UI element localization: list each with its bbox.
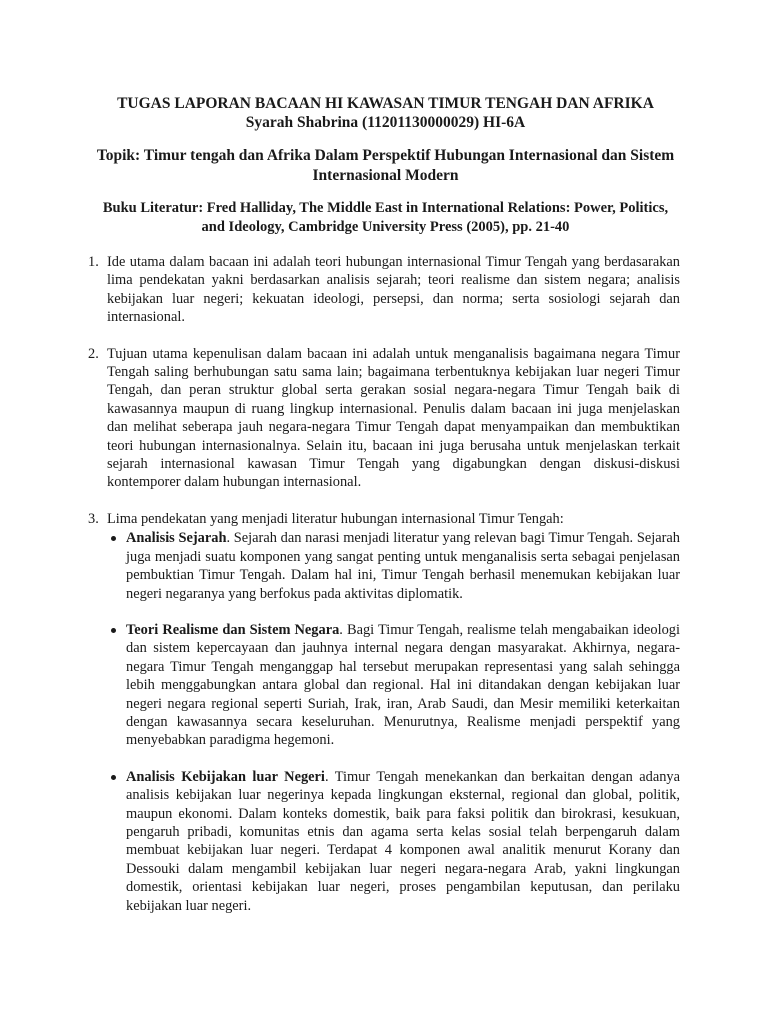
- list-number: 1.: [88, 254, 99, 270]
- bullet-term: Analisis Sejarah: [126, 530, 227, 547]
- list-item-1: [88, 253, 680, 327]
- book-reference: Buku Literatur: Fred Halliday, The Middle East in International Relations: Power, Politics, and Ideology, Cambridge University Press (2005), pp. 21-40: [102, 200, 669, 235]
- bullet-list: [107, 529, 680, 915]
- list-number: 2.: [88, 345, 99, 362]
- document-title: TUGAS LAPORAN BACAAN HI KAWASAN TIMUR TENGAH DAN AFRIKA: [117, 95, 654, 112]
- bullet-text: . Bagi Timur Tengah, realisme telah mengabaikan ideologi dan sistem kepercayaan dan jauhnya internal negara dengan masyarakat. Akhirnya, negara-negara Timur Tengah menganggap hal tersebut merupakan representasi yang salah sehingga lebih menggabungkan antara global dan regional. Hal ini ditandakan dengan kebijakan luar negeri negara regional seperti Suriah, Irak, iran, Arab Saudi, dan Mesir memiliki keterkaitan dengan kawasannya secara keseluruhan. Menurutnya, Realisme menjadi perspektif yang menyebabkan paradigma hegemoni.: [126, 621, 680, 749]
- bullet-item-realisme: [107, 621, 680, 750]
- bullet-icon: [111, 775, 116, 780]
- bullet-text: . Sejarah dan narasi menjadi literatur yang relevan bagi Timur Tengah. Sejarah juga menjadi suatu komponen yang sangat penting untuk menganalisis serta sebagai penjelasan pembuktian Timur Tengah. Dalam hal ini, Timur Tengah berhasil menemukan kebijakan luar negeri negaranya yang berfokus pada aktivitas diplomatik.: [126, 530, 680, 602]
- author-line: Syarah Shabrina (11201130000029) HI-6A: [245, 114, 526, 131]
- list-item-text: Lima pendekatan yang menjadi literatur hubungan internasional Timur Tengah:: [107, 510, 564, 527]
- bullet-icon: [111, 628, 116, 633]
- bullet-item-kebijakan: [107, 768, 680, 915]
- bullet-term: Teori Realisme dan Sistem Negara: [126, 621, 340, 638]
- topic-heading: Topik: Timur tengah dan Afrika Dalam Perspektif Hubungan Internasional dan Sistem Internasional Modern: [96, 147, 675, 184]
- list-item-text: Ide utama dalam bacaan ini adalah teori hubungan internasional Timur Tengah yang berdasarakan lima pendekatan yakni berdasarkan analisis sejarah; teori realisme dan sistem negara; analisis kebijakan luar negeri; kekuatan ideologi, persepsi, dan norma; serta sosiologi sejarah dan internasional.: [107, 254, 680, 326]
- numbered-list: [88, 253, 680, 915]
- list-item-2: [88, 345, 680, 492]
- list-number: 3.: [88, 510, 99, 527]
- list-item-3: [88, 510, 680, 915]
- bullet-item-sejarah: [107, 529, 680, 603]
- list-item-text: Tujuan utama kepenulisan dalam bacaan ini adalah untuk menganalisis bagaimana negara Timur Tengah saling berhubungan satu sama lain; bagaimana terbentuknya kebijakan luar negeri Timur Tengah, dan peran struktur global serta gerakan sosial negara-negara Timur Tengah baik di kawasannya maupun di ruang lingkup internasional. Penulis dalam bacaan ini juga menjelaskan dan melihat seberapa jauh negara-negara Timur Tengah dapat menyampaikan dan membuktikan teori hubungan internasionalnya. Selain itu, bacaan ini juga berusaha untuk menjelaskan terkait sejarah internasional kawasan Timur Tengah yang digabungkan dengan diskusi-diskusi kontemporer dalam hubungan internasional.: [107, 345, 680, 491]
- bullet-text: . Timur Tengah menekankan dan berkaitan dengan adanya analisis kebijakan luar negerinya kepada lingkungan eksternal, regional dan global, politik, maupun ekonomi. Dalam konteks domestik, baik para faksi politik dan birokrasi, kesukuan, pengaruh pribadi, komunitas etnis dan agama serta kelas sosial telah berpengaruh dalam membuat kebijakan luar negeri. Terdapat 4 komponen awal analitik menurut Korany dan Dessouki dalam mengambil kebijakan luar negeri negara-negara Arab, yakni lingkungan domestik, orientasi kebijakan luar negeri, proses pengambilan keputusan, dan perilaku kebijakan luar negeri.: [126, 768, 680, 914]
- bullet-term: Analisis Kebijakan luar Negeri: [126, 768, 325, 785]
- bullet-icon: [111, 536, 116, 541]
